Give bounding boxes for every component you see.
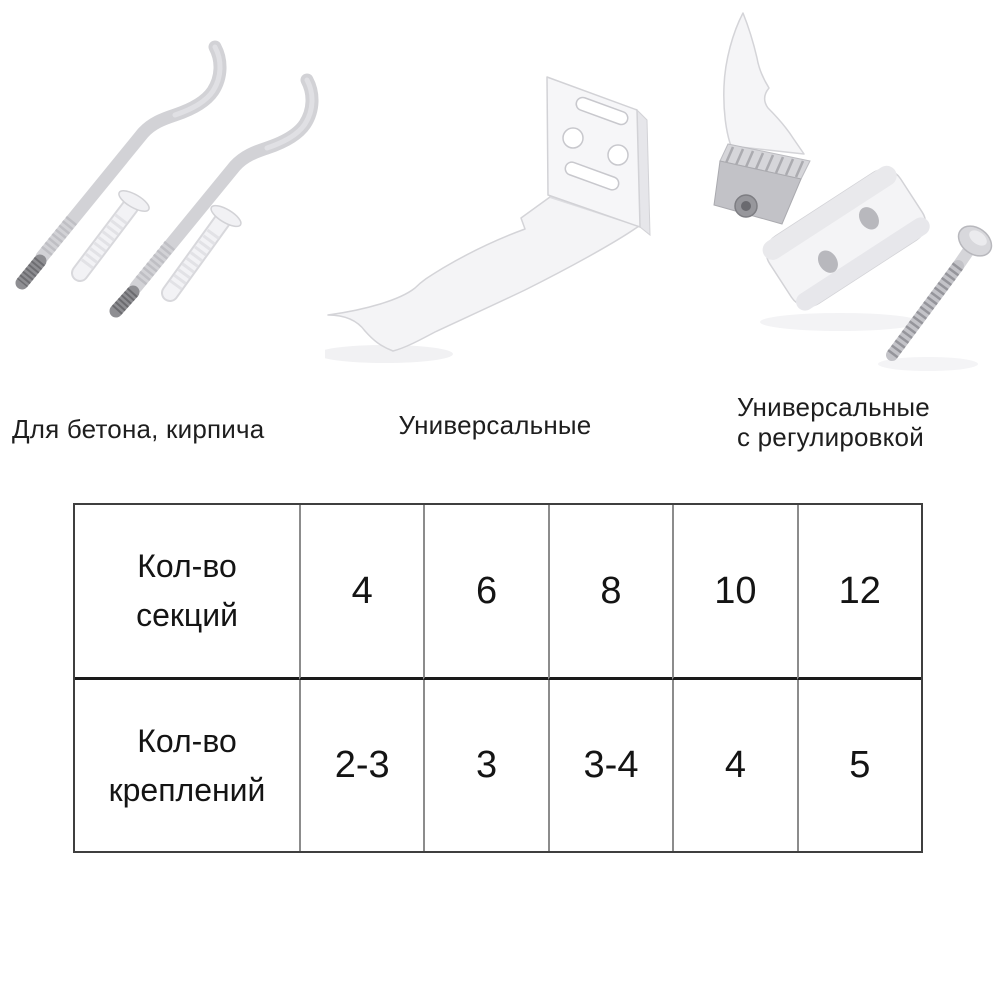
sections-value-cell: 10 xyxy=(672,505,796,680)
row-header-sections-line2: секций xyxy=(136,597,238,633)
label-universal-adjustable-line1: Универсальные xyxy=(737,392,930,422)
mounts-value-cell: 4 xyxy=(672,680,796,851)
concrete-brick-brackets-figure xyxy=(0,15,330,345)
mounts-value-cell: 3 xyxy=(423,680,547,851)
label-universal-adjustable-line2: с регулировкой xyxy=(737,422,924,452)
mounts-value-cell: 2-3 xyxy=(299,680,423,851)
row-header-mounts xyxy=(75,680,299,851)
universal-bracket-figure xyxy=(325,40,670,370)
label-universal: Универсальные xyxy=(398,410,592,440)
universal-bracket-image xyxy=(325,40,670,370)
hook-brackets-with-dowels-image xyxy=(0,15,330,345)
sections-value-cell: 4 xyxy=(299,505,423,680)
mounts-value-cell: 3-4 xyxy=(548,680,672,851)
mounts-value-cell: 5 xyxy=(797,680,921,851)
label-concrete-brick: Для бетона, кирпича xyxy=(12,414,265,444)
row-header-sections xyxy=(75,505,299,680)
label-universal-adjustable xyxy=(737,392,930,452)
row-header-sections-line1: Кол-во xyxy=(137,548,237,584)
row-header-mounts-line2: креплений xyxy=(108,771,266,808)
adjustable-bracket-figure xyxy=(670,0,1000,400)
sections-value-cell: 12 xyxy=(797,505,921,680)
sections-value-cell: 8 xyxy=(548,505,672,680)
size-table xyxy=(73,503,923,853)
row-header-mounts-line1: Кол-во xyxy=(137,722,237,759)
sections-value-cell: 6 xyxy=(423,505,547,680)
adjustable-bracket-image xyxy=(670,0,1000,400)
